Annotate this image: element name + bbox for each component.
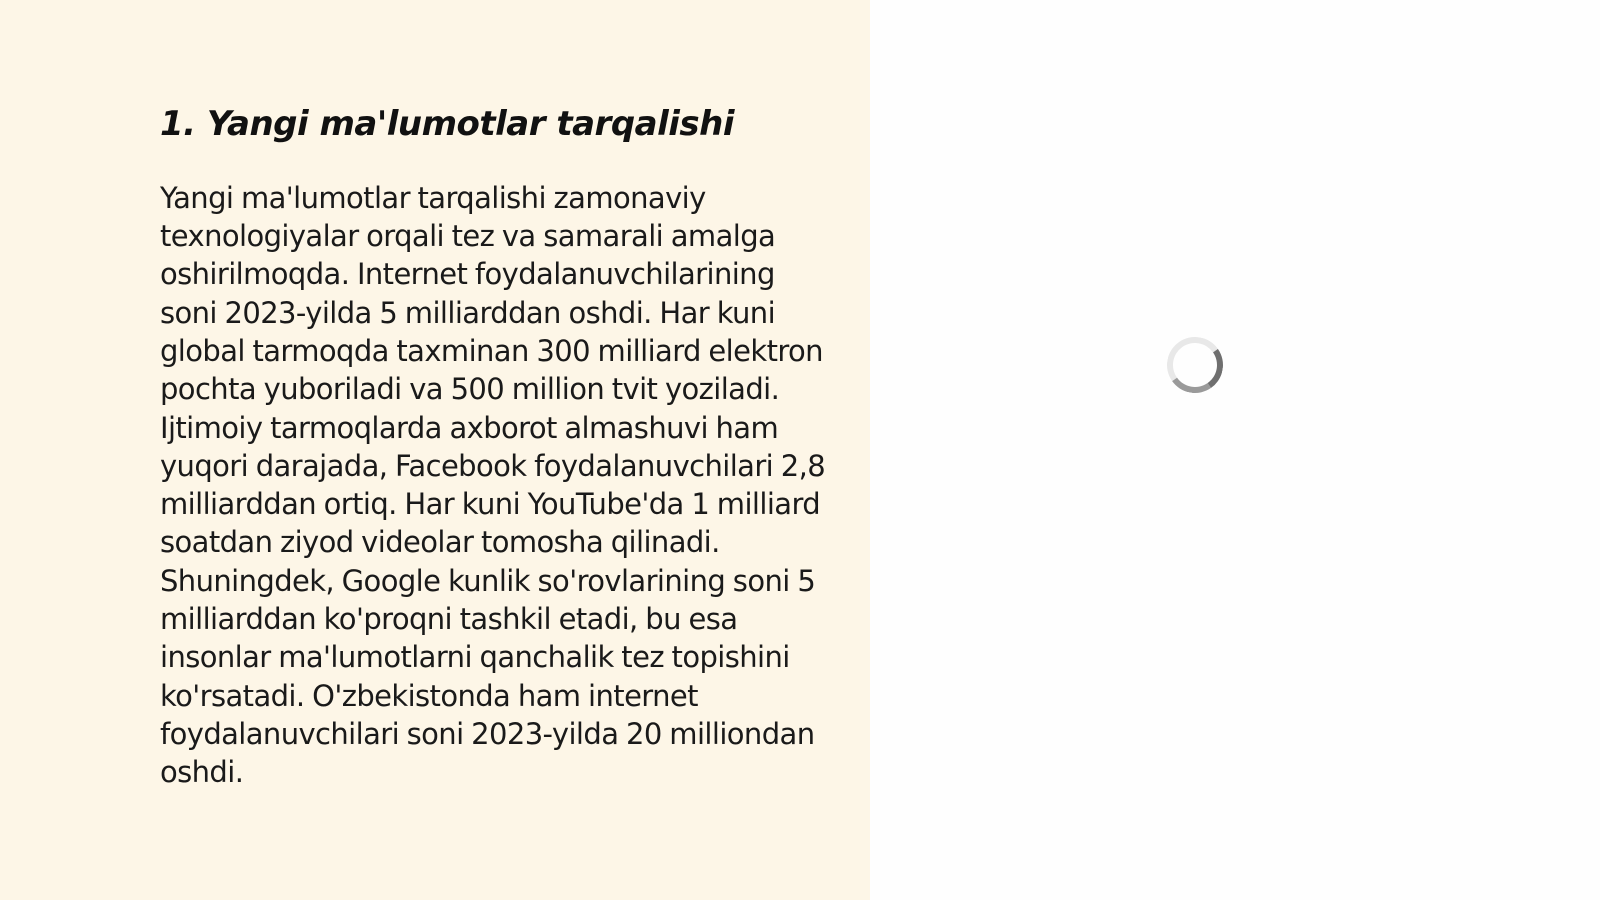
slide-body-text: Yangi ma'lumotlar tarqalishi zamonaviy texnologiyalar orqali tez va samarali amalga oshirilmoqda. Internet foydalanuvchilarining soni 2023-yilda 5 milliarddan oshdi. Har kuni global tarmoqda taxminan 300 milliard elektron pochta yuboriladi va 500 million tvit yoziladi. Ijtimoiy tarmoqlarda axborot almashuvi ham yuqori darajada, Facebook foydalanuvchilari 2,8 milliarddan ortiq. Har kuni YouTube'da 1 milliard soatdan ziyod videolar tomosha qilinadi. Shuningdek, Google kunlik so'rovlarining soni 5 milliarddan ko'proqni tashkil etadi, bu esa insonlar ma'lumotlarni qanchalik tez topishini ko'rsatadi. O'zbekistonda ham internet foydalanuvchilari soni 2023-yilda 20 milliondan oshdi.	[160, 180, 826, 790]
loading-spinner-icon	[1163, 333, 1228, 398]
slide-heading: 1. Yangi ma'lumotlar tarqalishi	[160, 104, 735, 144]
image-panel	[870, 0, 1600, 900]
